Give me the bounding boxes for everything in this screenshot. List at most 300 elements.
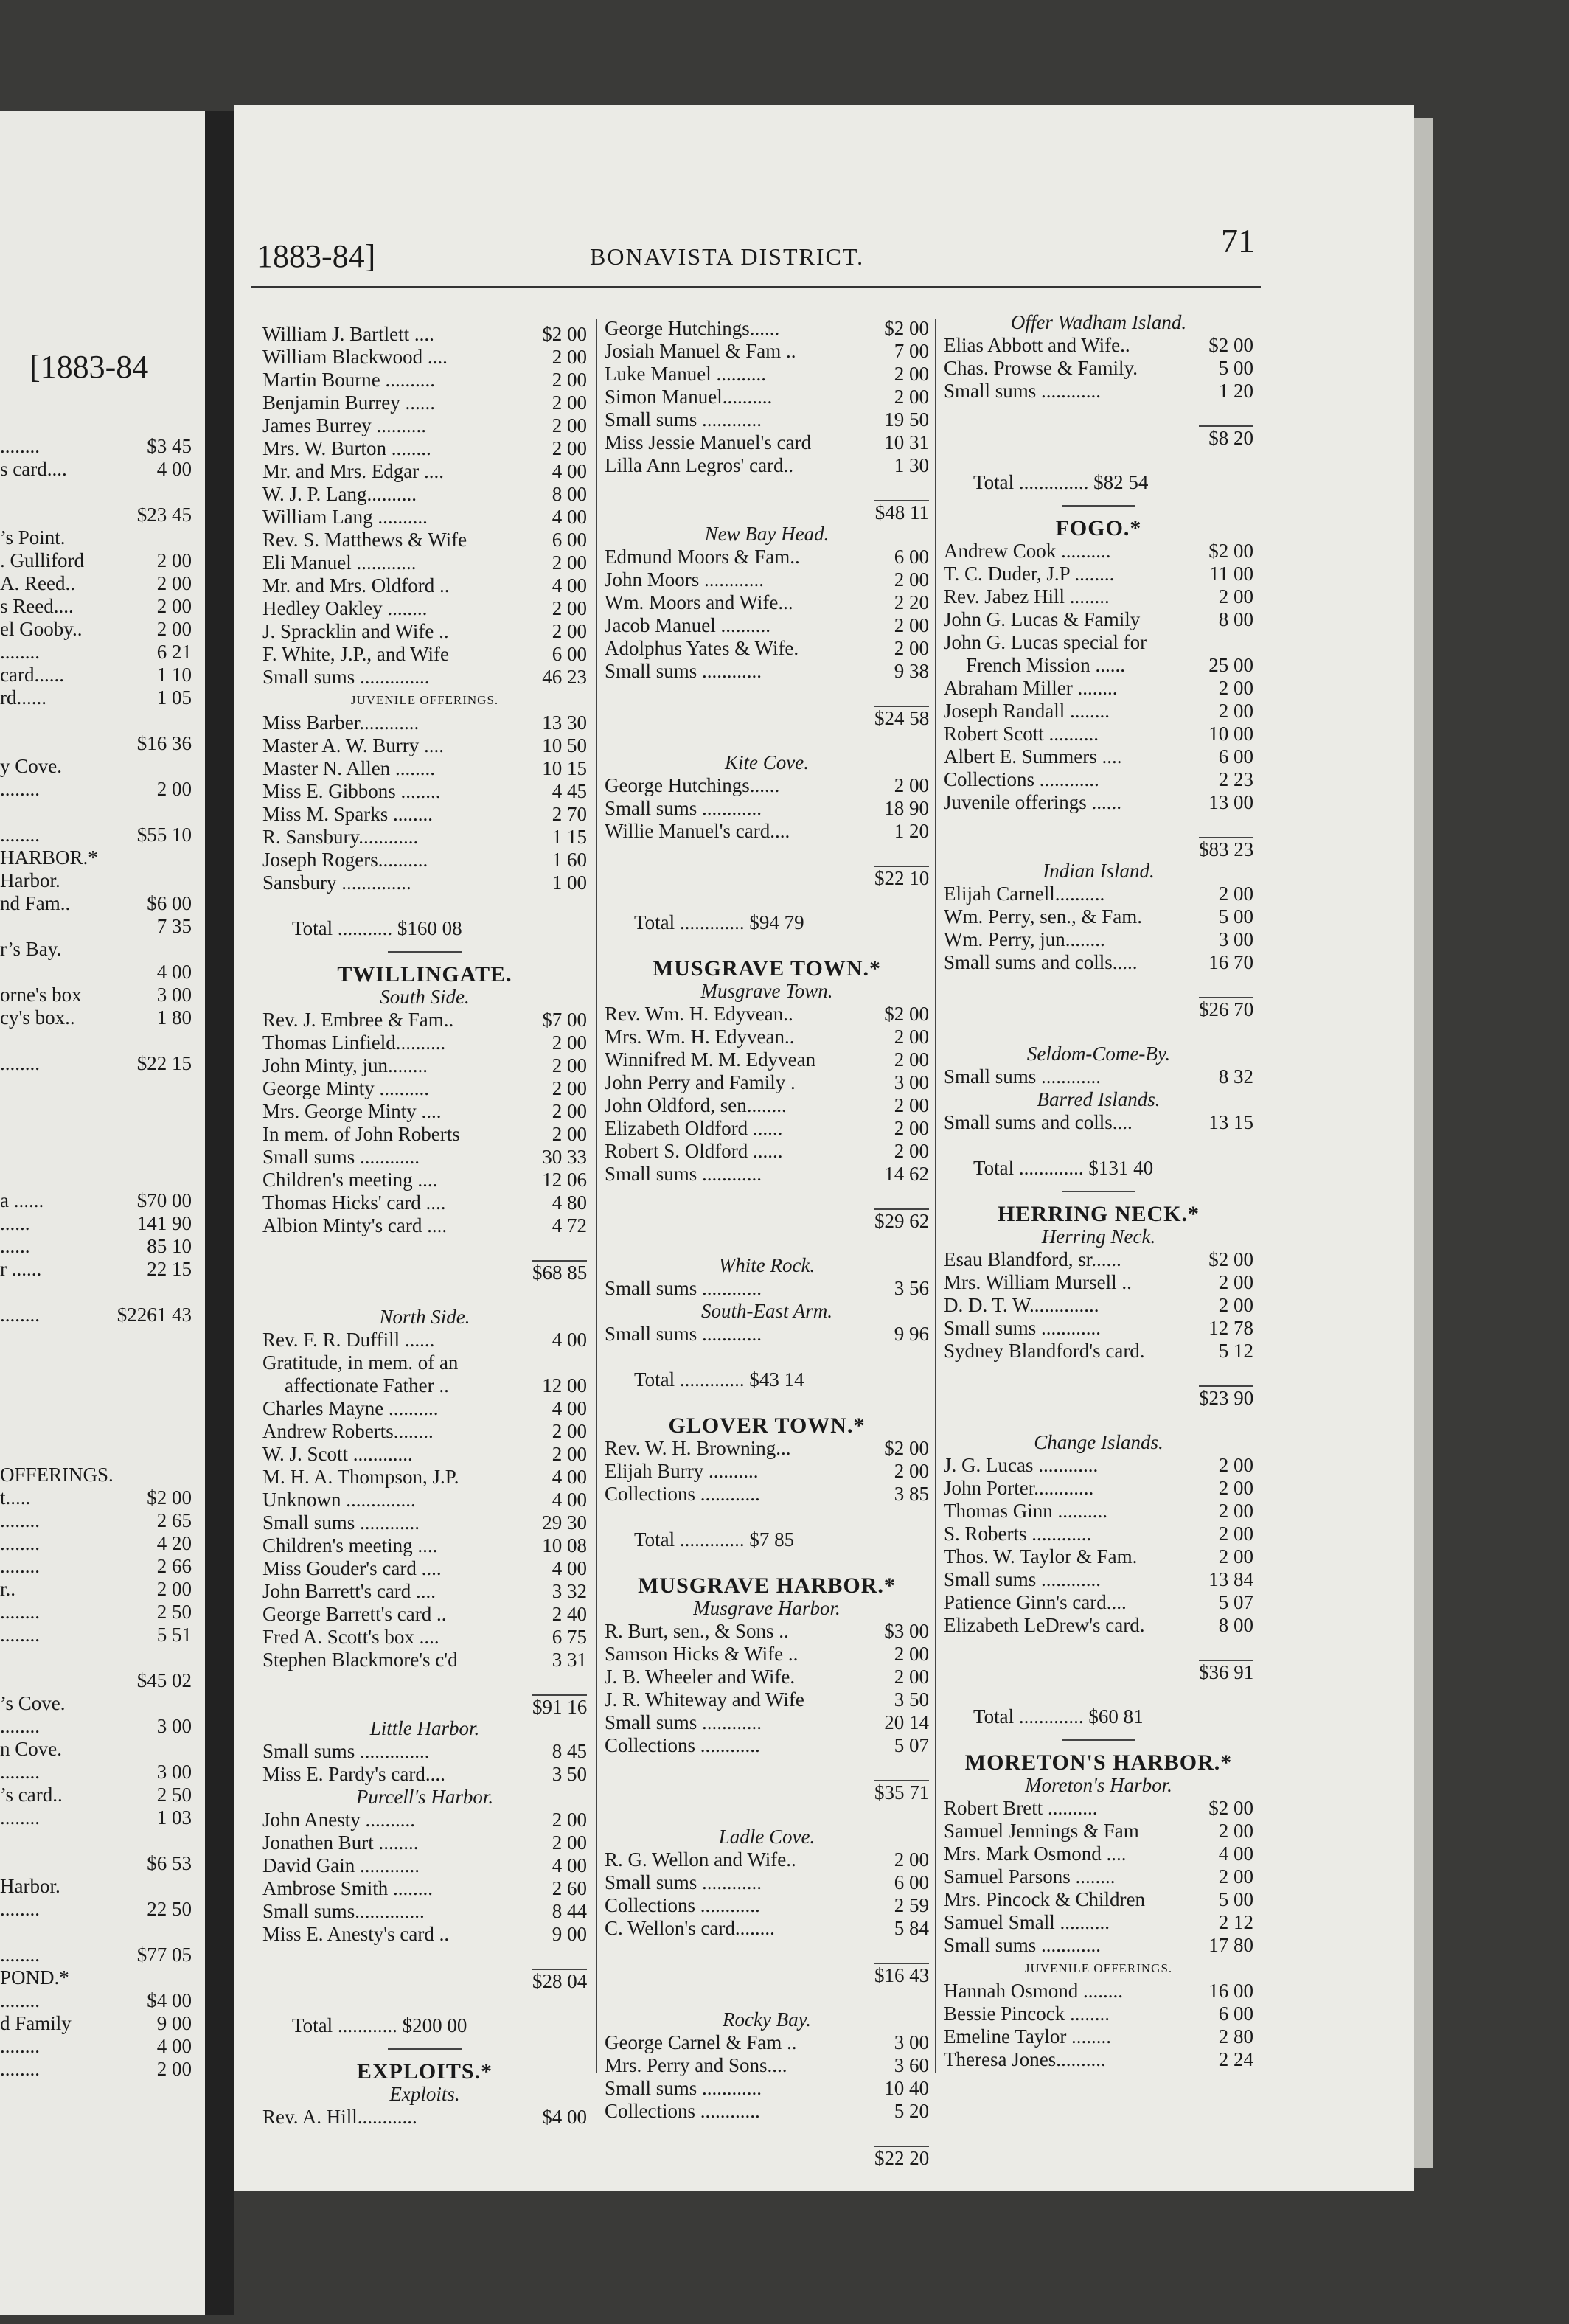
entry-amount: 1 15 [552, 826, 587, 848]
entry-row [944, 791, 1253, 814]
entry-name: Esau Blandford, sr...... [944, 1248, 1121, 1270]
left-page-row-amount: 1 10 [156, 664, 192, 686]
section-heading [262, 2060, 587, 2083]
entry-name: Miss E. Anesty's card .. [262, 1923, 450, 1945]
entry-name: Ambrose Smith ........ [262, 1877, 434, 1899]
left-page-row-label [0, 481, 111, 504]
entry-row [262, 1329, 587, 1351]
entry-row [605, 591, 929, 614]
entry-row [262, 1649, 587, 1671]
entry-row [944, 1271, 1253, 1294]
entry-amount: $36 91 [1199, 1661, 1253, 1683]
entry-name: John Minty, jun........ [262, 1054, 428, 1076]
left-page-row-label: s Reed.... [0, 595, 74, 617]
left-page-row [0, 1326, 192, 1349]
entry-amount: 30 33 [542, 1146, 587, 1168]
entry-amount: 2 00 [1218, 1477, 1253, 1499]
spacer [605, 683, 929, 706]
section-heading [944, 1203, 1253, 1225]
entry-name: Mr. and Mrs. Oldford .. [262, 574, 450, 596]
entry-name: Simon Manuel.......... [605, 386, 773, 408]
entry-amount: 2 00 [894, 1643, 929, 1665]
column-divider-2 [935, 319, 936, 2073]
entry-name: Collections ............ [944, 768, 1099, 790]
entry-amount: $2 00 [884, 1437, 929, 1459]
entry-name [262, 1260, 532, 1283]
left-page-row-label [0, 1121, 111, 1144]
entry-name: George Hutchings...... [605, 317, 780, 339]
entry-row [944, 1340, 1253, 1363]
section-heading [605, 1574, 929, 1597]
entry-row [605, 340, 929, 363]
subsection-heading [605, 1597, 929, 1620]
left-page-row-label [0, 1829, 111, 1852]
entry-amount: 8 00 [1218, 608, 1253, 630]
left-page-row [0, 1761, 192, 1784]
entry-row [262, 643, 587, 666]
entry-row [605, 1094, 929, 1117]
entry-amount: 2 00 [894, 1094, 929, 1116]
entry-row [262, 1443, 587, 1466]
entry-amount: 2 00 [552, 1031, 587, 1054]
left-page-row-label: ........ [0, 1944, 40, 1966]
entry-name: Joseph Randall ........ [944, 700, 1110, 722]
entry-row [605, 2054, 929, 2077]
entry-row [605, 1460, 929, 1483]
entry-amount: 18 90 [884, 797, 929, 819]
left-page-row [0, 1098, 192, 1121]
spacer [944, 1637, 1253, 1660]
entry-amount: 17 80 [1208, 1934, 1253, 1956]
spacer [605, 1231, 929, 1254]
subsection-heading [605, 980, 929, 1003]
entry-row [944, 1111, 1253, 1134]
spacer [605, 1986, 929, 2008]
entry-amount: $35 71 [874, 1781, 929, 1803]
column-1 [262, 323, 587, 2129]
entry-amount: 10 00 [1208, 723, 1253, 745]
left-page-row [0, 1166, 192, 1189]
entry-amount: 2 00 [894, 386, 929, 408]
entry-name: Elijah Carnell.......... [944, 883, 1105, 905]
entry-name: John Oldford, sen........ [605, 1094, 787, 1116]
spacer [944, 1363, 1253, 1385]
entry-name: Jonathen Burt ........ [262, 1831, 419, 1854]
spacer [262, 1237, 587, 1260]
left-page-row-label: ........ [0, 1761, 40, 1783]
entry-name: Small sums .............. [262, 666, 430, 688]
entry-name: Rev. W. H. Browning... [605, 1437, 791, 1459]
left-page-row-label: nd Fam.. [0, 892, 71, 914]
entry-amount: 5 20 [894, 2100, 929, 2122]
subsection-heading [944, 311, 1253, 334]
entry-amount: $2 00 [1208, 540, 1253, 562]
entry-row [605, 1140, 929, 1163]
entry-name: William Lang .......... [262, 506, 428, 528]
left-page-row [0, 1715, 192, 1738]
entry-name: Small sums ............ [944, 1065, 1102, 1088]
left-page-row [0, 1875, 192, 1898]
entry-amount: $23 90 [1199, 1387, 1253, 1408]
left-page-row-amount [111, 1441, 192, 1464]
entry-name: John G. Lucas special for [944, 631, 1147, 653]
entry-name: Sydney Blandford's card. [944, 1340, 1145, 1362]
entry-name: Eli Manuel ............ [262, 552, 417, 574]
entry-amount: 1 20 [1218, 380, 1253, 402]
entry-name: Hedley Oakley ........ [262, 597, 428, 619]
entry-amount: 8 00 [552, 483, 587, 505]
left-page-row-label [0, 1281, 111, 1304]
entry-name: New Bay Head. [704, 523, 829, 545]
left-page-row [0, 1738, 192, 1761]
left-page-row-label: s card.... [0, 458, 67, 480]
subsection-heading [944, 1774, 1253, 1797]
spacer [605, 1391, 929, 1414]
subtotal-row [262, 1260, 587, 1283]
entry-row [605, 1711, 929, 1734]
entry-name: Small sums.............. [262, 1900, 425, 1922]
entry-row [262, 1511, 587, 1534]
entry-row [944, 1545, 1253, 1568]
entry-row [605, 2077, 929, 2100]
entry-row [944, 1888, 1253, 1911]
left-page-row-amount: 2 00 [156, 618, 192, 640]
left-page-row-label [0, 1395, 111, 1418]
entry-name: Collections ............ [605, 1483, 760, 1505]
left-page-row-amount [111, 755, 192, 778]
left-page-row-amount [111, 1875, 192, 1898]
entry-amount: 1 30 [894, 454, 929, 476]
left-page-row-label: ........ [0, 1898, 40, 1920]
entry-amount: 2 23 [1218, 768, 1253, 790]
entry-name: Small sums ............ [605, 1711, 762, 1733]
left-page-row-label: ........ [0, 2058, 40, 2080]
entry-row [262, 1351, 587, 1374]
left-page-row-label: ........ [0, 1624, 40, 1646]
entry-name: Juvenile offerings ...... [944, 791, 1121, 813]
entry-row [944, 1294, 1253, 1317]
entry-amount: 2 00 [894, 774, 929, 796]
entry-row [944, 1843, 1253, 1865]
entry-amount: 29 30 [542, 1511, 587, 1534]
entry-amount: 4 45 [552, 780, 587, 802]
page-number: 71 [1221, 222, 1255, 260]
subtotal-row [605, 1963, 929, 1986]
entry-row [262, 666, 587, 689]
entry-row [262, 712, 587, 734]
entry-row [262, 1534, 587, 1557]
left-page-row [0, 1144, 192, 1166]
left-page-row-label: ...... [0, 1235, 30, 1257]
entry-amount: 2 12 [1218, 1911, 1253, 1933]
left-page-row-label: ........ [0, 1304, 40, 1326]
left-page-row-amount [111, 1075, 192, 1098]
spacer [605, 1940, 929, 1963]
left-page-row-label: r ...... [0, 1258, 42, 1280]
entry-name: F. White, J.P., and Wife [262, 643, 449, 665]
entry-name: Elijah Burry .......... [605, 1460, 759, 1482]
entry-name: Purcell's Harbor. [355, 1786, 494, 1808]
entry-name: Thos. W. Taylor & Fam. [944, 1545, 1138, 1568]
left-page-row-label: ........ [0, 1989, 40, 2011]
entry-row [262, 1740, 587, 1763]
entry-amount: 2 00 [552, 1420, 587, 1442]
left-page-row-label: r’s Bay. [0, 938, 62, 960]
entry-amount: $2 00 [1208, 1797, 1253, 1819]
left-page-row-amount: 2 66 [156, 1555, 192, 1577]
entry-row [605, 1003, 929, 1026]
entry-name: S. Roberts ............ [944, 1523, 1092, 1545]
entry-amount: 3 32 [552, 1580, 587, 1602]
entry-name: Collections ............ [605, 2100, 760, 2122]
total-row [944, 1705, 1253, 1728]
left-page-row-amount: 4 00 [156, 2035, 192, 2057]
subtotal-row [605, 706, 929, 728]
spacer [944, 1134, 1253, 1157]
entry-amount: 2 00 [552, 552, 587, 574]
entry-name: Wm. Perry, jun........ [944, 928, 1105, 950]
spacer [944, 1408, 1253, 1431]
entry-amount: 6 00 [552, 529, 587, 551]
left-page-row-amount [111, 1829, 192, 1852]
page-title: BONAVISTA DISTRICT. [590, 243, 865, 270]
entry-name: T. C. Duder, J.P ........ [944, 563, 1115, 585]
left-page-row-label: ........ [0, 1715, 40, 1737]
entry-name: Rev. A. Hill............ [262, 2106, 417, 2128]
left-page-row-label: POND.* [0, 1966, 69, 1989]
entry-amount: 2 00 [552, 369, 587, 391]
subsection-heading [944, 1431, 1253, 1454]
left-page-row-label [0, 504, 111, 526]
entry-name: Master N. Allen ........ [262, 757, 435, 779]
left-page-row-label: . Gulliford [0, 549, 84, 571]
left-page-row-label [0, 961, 111, 984]
total-row [605, 1528, 929, 1551]
spacer [605, 1803, 929, 1826]
left-page-row-amount [111, 1966, 192, 1989]
entry-name: Small sums ............ [262, 1511, 420, 1534]
subtotal-row [605, 866, 929, 888]
entry-amount: 13 00 [1208, 791, 1253, 813]
left-page-row [0, 572, 192, 595]
section-rule [944, 1180, 1253, 1203]
entry-amount: 2 00 [1218, 1545, 1253, 1568]
entry-amount: 2 00 [894, 1026, 929, 1048]
entry-name: Andrew Cook .......... [944, 540, 1111, 562]
left-page-row-label: ........ [0, 435, 40, 457]
left-page-row-label [0, 709, 111, 732]
entry-amount: $4 00 [542, 2106, 587, 2128]
left-page-row-amount: 141 90 [136, 1212, 192, 1234]
left-page-row-label: Harbor. [0, 869, 60, 891]
entry-amount: 2 00 [894, 1048, 929, 1071]
entry-row [605, 1483, 929, 1506]
left-page-row-label: t..... [0, 1486, 31, 1509]
subsection-heading [605, 1826, 929, 1848]
entry-amount: 12 06 [542, 1169, 587, 1191]
entry-name: JUVENILE OFFERINGS. [1024, 1961, 1173, 1975]
entry-amount: 1 60 [552, 849, 587, 871]
entry-row [262, 369, 587, 392]
entry-row [262, 1397, 587, 1420]
left-page-row [0, 938, 192, 961]
left-page-row-amount [111, 1921, 192, 1944]
entry-row [605, 1048, 929, 1071]
entry-amount [1199, 631, 1253, 654]
subsection-heading [262, 1717, 587, 1740]
subsection-heading [944, 1225, 1253, 1248]
entry-amount: 2 00 [1218, 700, 1253, 722]
entry-name: Rev. Wm. H. Edyvean.. [605, 1003, 793, 1025]
left-page-row [0, 1532, 192, 1555]
entry-amount: 2 00 [894, 637, 929, 659]
entry-amount: 6 00 [1218, 745, 1253, 768]
juvenile-offerings-label [944, 1957, 1253, 1980]
entry-name: Small sums ............ [605, 2077, 762, 2099]
left-page-row [0, 732, 192, 755]
left-page-year: [1883-84 [29, 349, 149, 385]
entry-amount: 10 50 [542, 734, 587, 756]
entry-row [605, 1117, 929, 1140]
entry-name: David Gain ............ [262, 1854, 420, 1876]
left-page-row-amount: 2 00 [156, 1578, 192, 1600]
entry-name: John Anesty .......... [262, 1809, 416, 1831]
subtotal-row [605, 1780, 929, 1803]
left-page-row-amount [111, 1395, 192, 1418]
entry-row [262, 1214, 587, 1237]
entry-row [262, 826, 587, 849]
entry-row [605, 1163, 929, 1186]
entry-row [944, 1568, 1253, 1591]
total-row [944, 471, 1253, 494]
entry-row [944, 631, 1253, 654]
entry-row [944, 1500, 1253, 1523]
left-page-row [0, 1372, 192, 1395]
entry-amount: 2 00 [552, 1443, 587, 1465]
entry-row [262, 1054, 587, 1077]
entry-row [944, 905, 1253, 928]
entry-name: Miss E. Gibbons ........ [262, 780, 441, 802]
entry-amount: 10 31 [884, 431, 929, 453]
entry-name: Wm. Moors and Wife... [605, 591, 793, 613]
entry-name: Indian Island. [1043, 860, 1155, 882]
entry-name: Total ........... $160 08 [292, 917, 462, 939]
left-page-row-amount: 3 00 [156, 1715, 192, 1737]
left-page-row [0, 1966, 192, 1989]
subtotal-row [605, 500, 929, 523]
entry-row [944, 1865, 1253, 1888]
entry-name [605, 1963, 874, 1986]
left-page-row-label [0, 1098, 111, 1121]
left-page-row-amount [111, 1281, 192, 1304]
entry-row [262, 460, 587, 483]
entry-row [262, 1831, 587, 1854]
total-row [944, 1157, 1253, 1180]
entry-name: D. D. T. W.............. [944, 1294, 1099, 1316]
left-page-row [0, 1441, 192, 1464]
entry-row [262, 2106, 587, 2129]
entry-row [262, 734, 587, 757]
entry-amount: 6 75 [552, 1626, 587, 1648]
left-page-row [0, 1624, 192, 1646]
left-page-row [0, 435, 192, 458]
entry-name: Master A. W. Burry .... [262, 734, 444, 756]
left-page-row [0, 1921, 192, 1944]
left-page-row-label [0, 1144, 111, 1166]
entry-amount: 2 00 [894, 1140, 929, 1162]
book-gutter [205, 111, 234, 2315]
left-page-row-label: card...... [0, 664, 64, 686]
entry-amount: 2 00 [552, 1100, 587, 1122]
entry-amount: 2 00 [1218, 1820, 1253, 1842]
entry-amount: 10 15 [542, 757, 587, 779]
entry-row [262, 757, 587, 780]
left-page-row [0, 1784, 192, 1806]
entry-amount: 4 00 [552, 1489, 587, 1511]
entry-name: George Minty .......... [262, 1077, 429, 1099]
left-facing-page [0, 111, 205, 2315]
entry-row [944, 1934, 1253, 1957]
entry-name: W. J. Scott ............ [262, 1443, 413, 1465]
left-page-row [0, 481, 192, 504]
entry-name: Thomas Linfield.......... [262, 1031, 446, 1054]
left-page-row-amount [111, 801, 192, 824]
entry-name: Joseph Rogers.......... [262, 849, 428, 871]
entry-name [605, 1208, 874, 1231]
left-page-row [0, 846, 192, 869]
entry-amount: 19 50 [884, 408, 929, 431]
left-page-row-amount: $6 53 [147, 1852, 192, 1874]
left-page-row-label [0, 1418, 111, 1441]
entry-row [605, 1323, 929, 1346]
spacer [262, 1283, 587, 1306]
entry-row [605, 568, 929, 591]
entry-row [262, 1420, 587, 1443]
left-page-row-amount [111, 1098, 192, 1121]
entry-name [944, 837, 1199, 860]
left-page-row [0, 1052, 192, 1075]
entry-amount: $2 00 [1208, 1248, 1253, 1270]
entry-amount: 2 00 [894, 363, 929, 385]
entry-amount: 2 00 [1218, 1500, 1253, 1522]
entry-row [605, 637, 929, 660]
spacer [944, 974, 1253, 997]
left-page-row-amount: 1 80 [156, 1006, 192, 1029]
entry-amount: $29 62 [874, 1210, 929, 1231]
section-heading [605, 957, 929, 980]
entry-amount: 5 12 [1218, 1340, 1253, 1362]
entry-name: Samuel Jennings & Fam [944, 1820, 1139, 1842]
entry-amount: $16 43 [874, 1964, 929, 1986]
entry-name: Elizabeth LeDrew's card. [944, 1614, 1145, 1636]
entry-amount: 2 00 [552, 1123, 587, 1145]
entry-name: Mr. and Mrs. Edgar .... [262, 460, 444, 482]
entry-amount: $8 20 [1199, 425, 1253, 448]
entry-name: Mrs. Pincock & Children [944, 1888, 1145, 1910]
entry-row [944, 1591, 1253, 1614]
entry-row [262, 872, 587, 894]
left-page-row [0, 1121, 192, 1144]
entry-row [262, 1580, 587, 1603]
left-page-row-amount [111, 846, 192, 869]
entry-name: Emeline Taylor ........ [944, 2025, 1112, 2048]
subsection-heading [262, 2083, 587, 2106]
entry-amount: 2 80 [1218, 2025, 1253, 2048]
entry-amount: $26 70 [1199, 998, 1253, 1020]
entry-name: Rocky Bay. [723, 2008, 811, 2031]
spacer [262, 1671, 587, 1694]
entry-name: Robert S. Oldford ...... [605, 1140, 783, 1162]
